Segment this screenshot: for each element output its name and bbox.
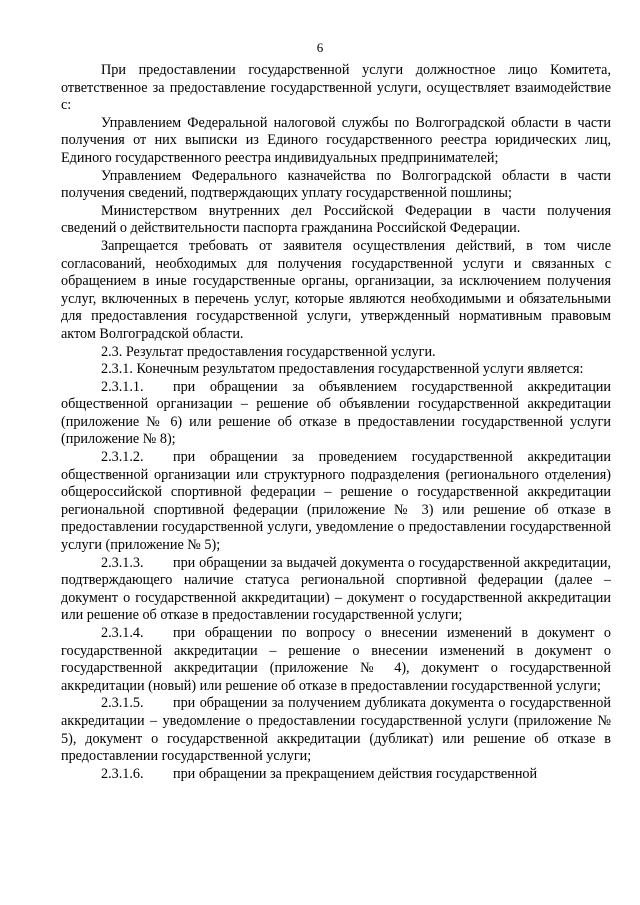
item-number: 2.3.1.6. [101,765,144,782]
paragraph-tax-service: Управлением Федеральной налоговой службы по Волгоградской области в части получения от них выписки из Единого государственного реестра юридических лиц, Единого государственного реестра индивидуальных предпринимателей; [61,114,611,166]
item-text: при обращении за получением дубликата документа о государственной аккредитации – уведомление о предоставлении государственной услуги (приложение № 5), документ о государственной аккредитации (дубликат) или решение об отказе в предоставлении государственной услуги; [61,695,611,765]
list-item [61,695,611,765]
item-number: 2.3.1.5. [101,695,144,712]
list-item [61,379,611,449]
item-number: 2.3.1.1. [101,378,144,395]
document-body [61,62,611,783]
page-number: 6 [316,40,324,55]
paragraph-interior-ministry: Министерством внутренних дел Российской Федерации в части получения сведений о действительности паспорта гражданина Российской Федерации. [61,202,611,237]
paragraph-prohibition: Запрещается требовать от заявителя осуществления действий, в том числе согласований, необходимых для получения государственной услуги и связанных с обращением в иные государственные органы, организации, за исключением получения услуг, включенных в перечень услуг, которые являются необходимыми и обязательными для предоставления государственной услуги, утвержденный нормативным правовым актом Волгоградской области. [61,237,611,342]
item-number: 2.3.1.4. [101,625,144,641]
item-text: при обращении за прекращением действия государственной [173,765,538,782]
list-item [61,555,611,625]
item-text: при обращении за выдачей документа о государственной аккредитации, подтверждающего наличие статуса региональной спортивной федерации (далее – документ о государственной аккредитации) – документ о государственной аккредитации или решение об отказе в предоставлении государственной услуги; [61,554,611,624]
paragraph-interaction: При предоставлении государственной услуги должностное лицо Комитета, ответственное за предоставление государственной услуги, осуществляет взаимодействие с: [61,62,611,114]
list-item [61,625,611,695]
item-number: 2.3.1.2. [101,449,144,466]
item-number: 2.3.1.3. [101,554,144,571]
item-text: при обращении за объявлением государственной аккредитации общественной организации – решение об объявлении государственной аккредитации (приложение № 6) или решение об отказе в предоставлении государственной услуги (приложение № 8); [61,378,611,448]
section-heading-2-3: 2.3. Результат предоставления государственной услуги. [101,343,436,360]
list-item [61,766,611,784]
item-text: при обращении по вопросу о внесении изменений в документ о государственной аккредитации – решение о внесении изменений в документ о государственной аккредитации (приложение № 4), документ о государственной аккредитации (новый) или решение об отказе в предоставлении государственной услуги; [61,625,611,694]
item-text: при обращении за проведением государственной аккредитации общественной организации или структурного подразделения (регионального отделения) общероссийской спортивной федерации – решение о государственной аккредитации региональной спортивной федерации (приложение № 3) или решение об отказе в предоставлении государственной услуги, уведомление о предоставлении государственной услуги (приложение № 5); [61,449,611,554]
list-item [61,449,611,555]
paragraph-treasury: Управлением Федерального казначейства по Волгоградской области в части получения сведений, подтверждающих уплату государственной пошлины; [61,167,611,202]
paragraph-2-3-1: 2.3.1. Конечным результатом предоставления государственной услуги является: [101,361,584,378]
